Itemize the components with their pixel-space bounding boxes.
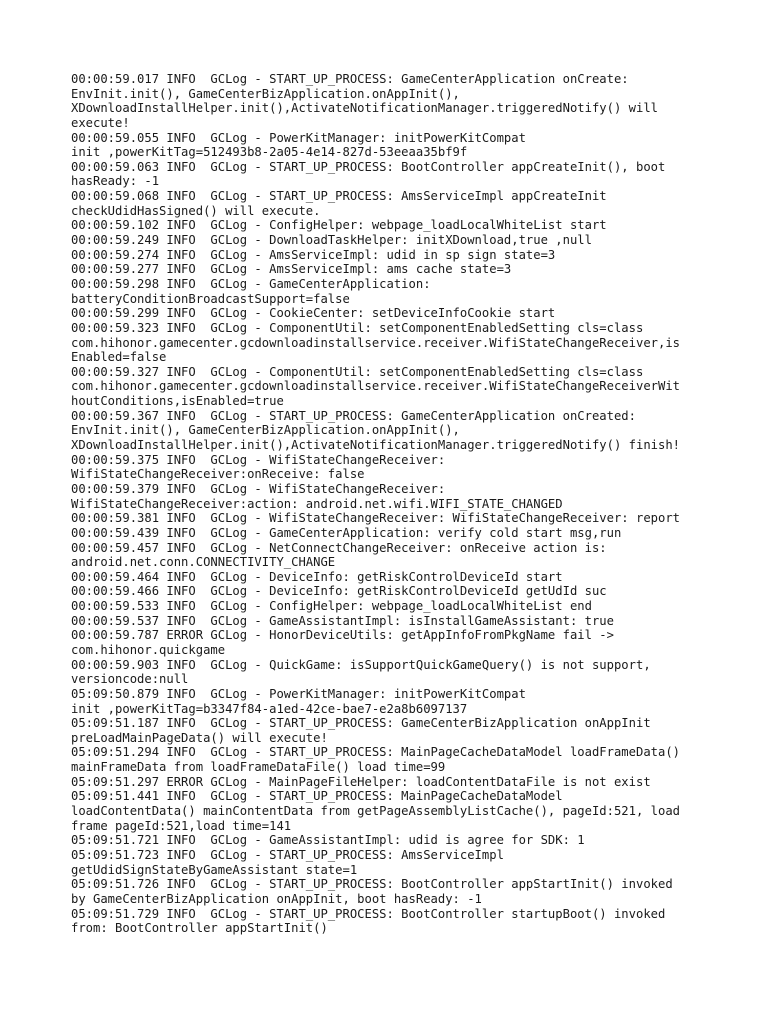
log-line: loadContentData() mainContentData from getPageAssemblyListCache(), pageId:521, load (71, 804, 681, 819)
log-line: 00:00:59.277 INFO GCLog - AmsServiceImpl: ams cache state=3 (71, 262, 512, 277)
log-line: 00:00:59.298 INFO GCLog - GameCenterApplication: (71, 276, 431, 291)
log-line: init ,powerKitTag=b3347f84-a1ed-42ce-bae7-e2a8b6097137 (71, 701, 468, 716)
log-line: 00:00:59.323 INFO GCLog - ComponentUtil: setComponentEnabledSetting cls=class (71, 320, 644, 335)
log-line: XDownloadInstallHelper.init(),ActivateNotificationManager.triggeredNotify() will (71, 101, 658, 116)
log-line: 00:00:59.537 INFO GCLog - GameAssistantImpl: isInstallGameAssistant: true (71, 613, 614, 628)
log-line: 05:09:51.441 INFO GCLog - START_UP_PROCESS: MainPageCacheDataModel (71, 789, 563, 804)
log-line: 00:00:59.439 INFO GCLog - GameCenterApplication: verify cold start msg,run (71, 525, 622, 540)
log-line: 05:09:51.726 INFO GCLog - START_UP_PROCESS: BootController appStartInit() invoked (71, 877, 673, 892)
log-line: getUdidSignStateByGameAssistant state=1 (71, 862, 358, 877)
log-line: init ,powerKitTag=512493b8-2a05-4e14-827d-53eeaa35bf9f (71, 145, 468, 160)
log-line: checkUdidHasSigned() will execute. (71, 203, 321, 218)
log-line: 00:00:59.063 INFO GCLog - START_UP_PROCESS: BootController appCreateInit(), boot (71, 159, 666, 174)
log-line: 05:09:50.879 INFO GCLog - PowerKitManager: initPowerKitCompat (71, 686, 526, 701)
log-line: preLoadMainPageData() will execute! (71, 730, 328, 745)
log-line: 05:09:51.721 INFO GCLog - GameAssistantImpl: udid is agree for SDK: 1 (71, 833, 585, 848)
log-line: from: BootController appStartInit() (71, 921, 328, 936)
log-line: EnvInit.init(), GameCenterBizApplication.onAppInit(), (71, 423, 460, 438)
log-line: 05:09:51.729 INFO GCLog - START_UP_PROCESS: BootController startupBoot() invoked (71, 906, 666, 921)
log-line: 00:00:59.102 INFO GCLog - ConfigHelper: webpage_loadLocalWhiteList start (71, 218, 607, 233)
log-line: 00:00:59.457 INFO GCLog - NetConnectChangeReceiver: onReceive action is: (71, 540, 607, 555)
log-line: mainFrameData from loadFrameDataFile() load time=99 (71, 760, 446, 775)
log-line: 00:00:59.464 INFO GCLog - DeviceInfo: getRiskControlDeviceId start (71, 569, 563, 584)
log-line: android.net.conn.CONNECTIVITY_CHANGE (71, 555, 336, 570)
log-line: frame pageId:521,load time=141 (71, 818, 292, 833)
log-line: 00:00:59.381 INFO GCLog - WifiStateChangeReceiver: WifiStateChangeReceiver: report (71, 511, 681, 526)
log-line: 05:09:51.723 INFO GCLog - START_UP_PROCESS: AmsServiceImpl (71, 847, 504, 862)
log-line: XDownloadInstallHelper.init(),ActivateNotificationManager.triggeredNotify() finish! (71, 438, 681, 453)
log-line: versioncode:null (71, 672, 189, 687)
log-line: 00:00:59.375 INFO GCLog - WifiStateChangeReceiver: (71, 452, 446, 467)
log-line: houtConditions,isEnabled=true (71, 394, 284, 409)
log-line: 00:00:59.379 INFO GCLog - WifiStateChangeReceiver: (71, 481, 446, 496)
log-line: Enabled=false (71, 350, 167, 365)
log-line: 00:00:59.367 INFO GCLog - START_UP_PROCESS: GameCenterApplication onCreated: (71, 408, 636, 423)
log-document (71, 72, 711, 936)
log-line: EnvInit.init(), GameCenterBizApplication.onAppInit(), (71, 86, 460, 101)
log-line: 05:09:51.297 ERROR GCLog - MainPageFileHelper: loadContentDataFile is not exist (71, 774, 651, 789)
log-line: 00:00:59.055 INFO GCLog - PowerKitManager: initPowerKitCompat (71, 130, 526, 145)
log-line: 00:00:59.068 INFO GCLog - START_UP_PROCESS: AmsServiceImpl appCreateInit (71, 189, 607, 204)
log-line: 05:09:51.187 INFO GCLog - START_UP_PROCESS: GameCenterBizApplication onAppInit (71, 716, 651, 731)
log-line: batteryConditionBroadcastSupport=false (71, 291, 350, 306)
log-line: 00:00:59.327 INFO GCLog - ComponentUtil: setComponentEnabledSetting cls=class (71, 364, 644, 379)
log-line: 00:00:59.903 INFO GCLog - QuickGame: isSupportQuickGameQuery() is not support, (71, 657, 651, 672)
log-line: 00:00:59.787 ERROR GCLog - HonorDeviceUtils: getAppInfoFromPkgName fail -> (71, 628, 614, 643)
log-line: 00:00:59.533 INFO GCLog - ConfigHelper: webpage_loadLocalWhiteList end (71, 599, 592, 614)
log-line: WifiStateChangeReceiver:onReceive: false (71, 467, 365, 482)
log-line: 00:00:59.249 INFO GCLog - DownloadTaskHelper: initXDownload,true ,null (71, 233, 592, 248)
log-line: 05:09:51.294 INFO GCLog - START_UP_PROCESS: MainPageCacheDataModel loadFrameData() (71, 745, 681, 760)
log-line: com.hihonor.gamecenter.gcdownloadinstallservice.receiver.WifiStateChangeReceiver,is (71, 335, 681, 350)
log-line: 00:00:59.466 INFO GCLog - DeviceInfo: getRiskControlDeviceId getUdId suc (71, 584, 607, 599)
log-line: 00:00:59.017 INFO GCLog - START_UP_PROCESS: GameCenterApplication onCreate: (71, 72, 629, 86)
log-line: by GameCenterBizApplication onAppInit, boot hasReady: -1 (71, 891, 482, 906)
log-line: WifiStateChangeReceiver:action: android.net.wifi.WIFI_STATE_CHANGED (71, 496, 563, 511)
log-line: 00:00:59.274 INFO GCLog - AmsServiceImpl: udid in sp sign state=3 (71, 247, 556, 262)
log-line: com.hihonor.gamecenter.gcdownloadinstallservice.receiver.WifiStateChangeReceiverWit (71, 379, 681, 394)
log-line: hasReady: -1 (71, 174, 160, 189)
log-line: execute! (71, 115, 130, 130)
log-line: 00:00:59.299 INFO GCLog - CookieCenter: setDeviceInfoCookie start (71, 306, 556, 321)
log-line: com.hihonor.quickgame (71, 642, 226, 657)
